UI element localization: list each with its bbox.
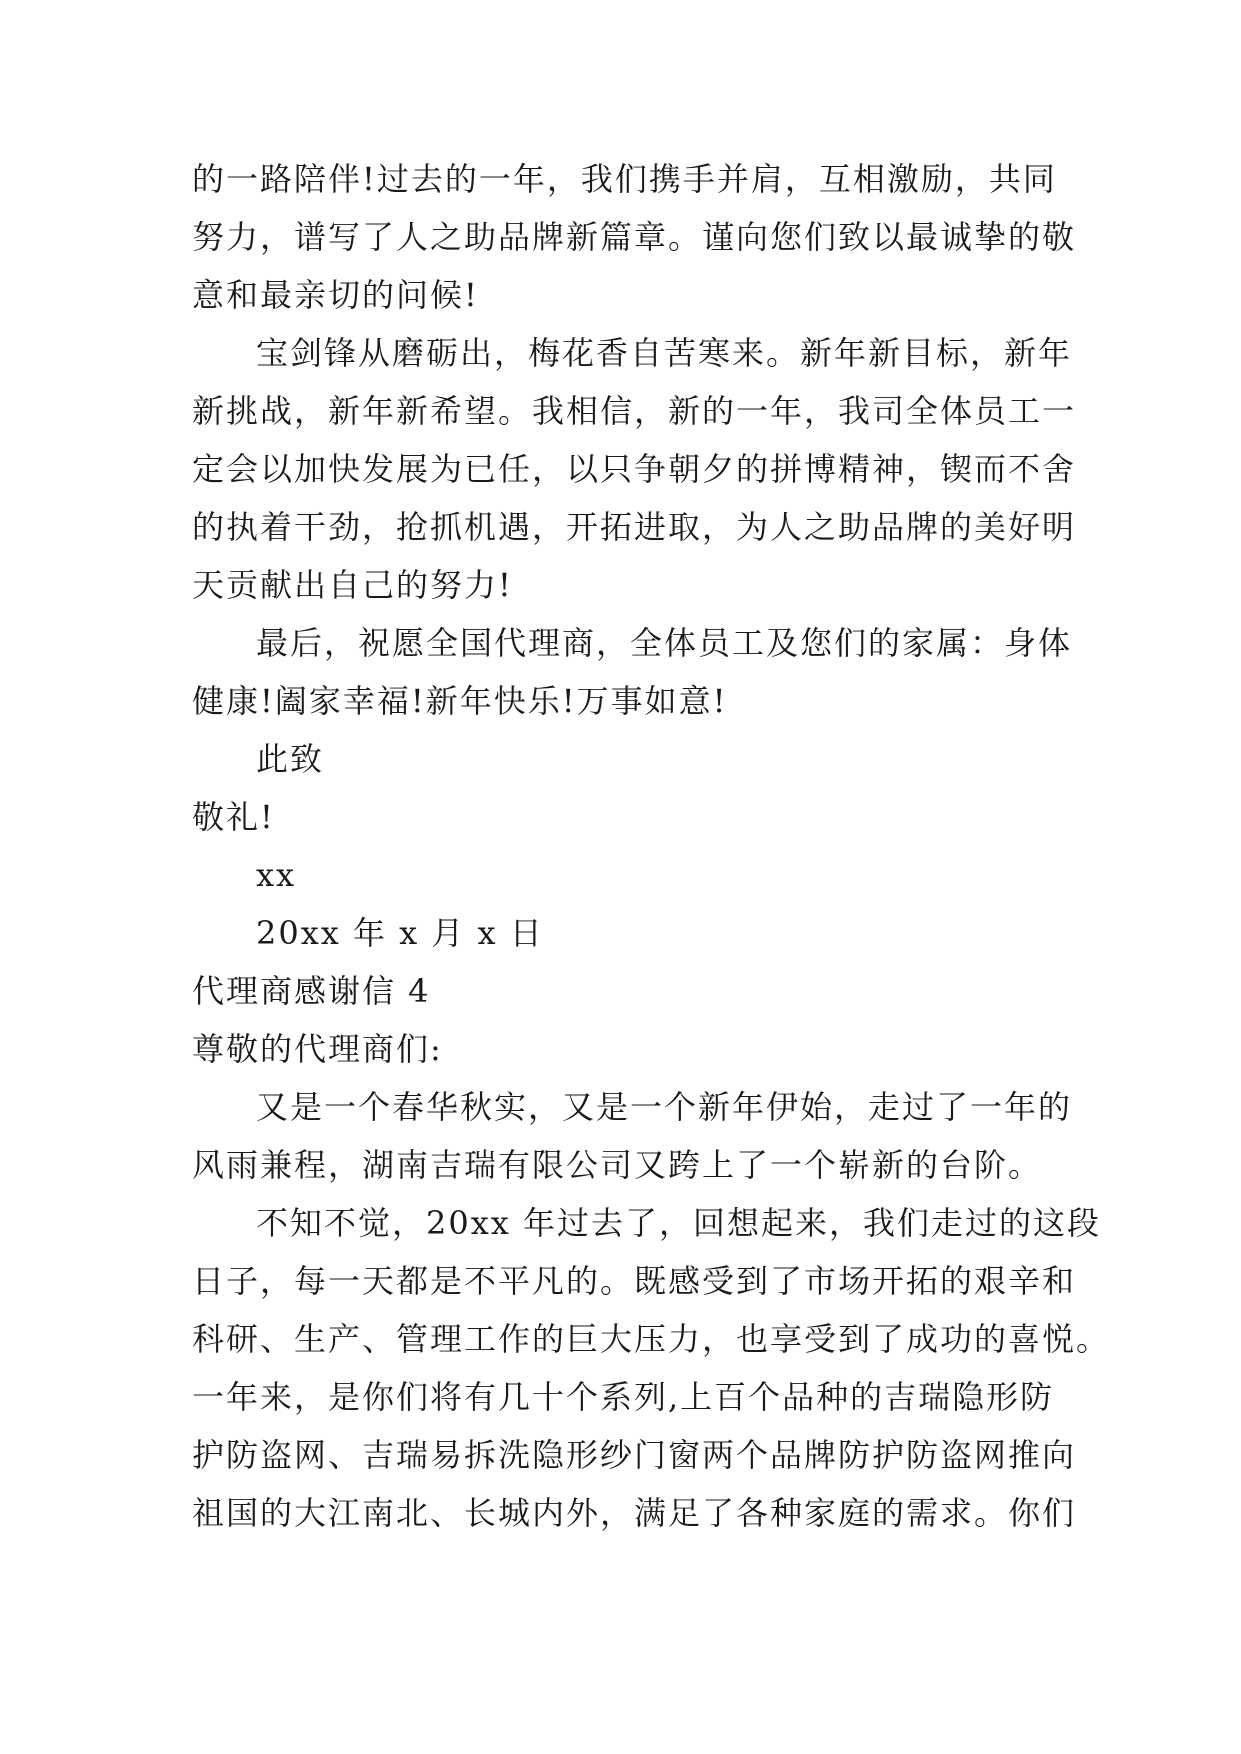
- text-line: 日子，每一天都是不平凡的。既感受到了市场开拓的艰辛和: [192, 1262, 1077, 1300]
- text-line: 护防盗网、吉瑞易拆洗隐形纱门窗两个品牌防护防盗网推向: [192, 1436, 1077, 1474]
- text-line: 天贡献出自己的努力!: [192, 566, 513, 604]
- document-body: [192, 150, 1111, 1542]
- greeting: 尊敬的代理商们:: [192, 1030, 443, 1068]
- signature: xx: [256, 856, 297, 894]
- text-line: 定会以加快发展为已任，以只争朝夕的拼博精神，锲而不舍: [192, 450, 1077, 488]
- text-line: 风雨兼程，湖南吉瑞有限公司又跨上了一个崭新的台阶。: [192, 1146, 1043, 1184]
- text-line: 的一路陪伴!过去的一年，我们携手并肩，互相激励，共同: [192, 160, 1057, 198]
- text-line: 不知不觉，20xx 年过去了，回想起来，我们走过的这段: [256, 1204, 1101, 1242]
- text-line: 意和最亲切的问候!: [192, 276, 479, 314]
- text-line: 的执着干劲，抢抓机遇，开拓进取，为人之助品牌的美好明: [192, 508, 1077, 546]
- closing-phrase: 此致: [256, 740, 325, 778]
- text-line: 最后，祝愿全国代理商，全体员工及您们的家属：身体: [256, 624, 1073, 662]
- text-line: 祖国的大江南北、长城内外，满足了各种家庭的需求。你们: [192, 1494, 1077, 1532]
- text-line: 努力，谱写了人之助品牌新篇章。谨向您们致以最诚挚的敬: [192, 218, 1077, 256]
- salutation-closing: 敬礼!: [192, 798, 275, 836]
- text-line: 新挑战，新年新希望。我相信，新的一年，我司全体员工一: [192, 392, 1077, 430]
- date-line: 20xx 年 x 月 x 日: [256, 914, 544, 952]
- text-line: 健康!阖家幸福!新年快乐!万事如意!: [192, 682, 728, 720]
- text-line: 科研、生产、管理工作的巨大压力，也享受到了成功的喜悦。: [192, 1320, 1111, 1358]
- section-title: 代理商感谢信 4: [192, 972, 431, 1010]
- text-line: 又是一个春华秋实，又是一个新年伊始，走过了一年的: [256, 1088, 1073, 1126]
- text-line: 一年来，是你们将有几十个系列,上百个品种的吉瑞隐形防: [192, 1378, 1055, 1416]
- text-line: 宝剑锋从磨砺出，梅花香自苦寒来。新年新目标，新年: [256, 334, 1073, 372]
